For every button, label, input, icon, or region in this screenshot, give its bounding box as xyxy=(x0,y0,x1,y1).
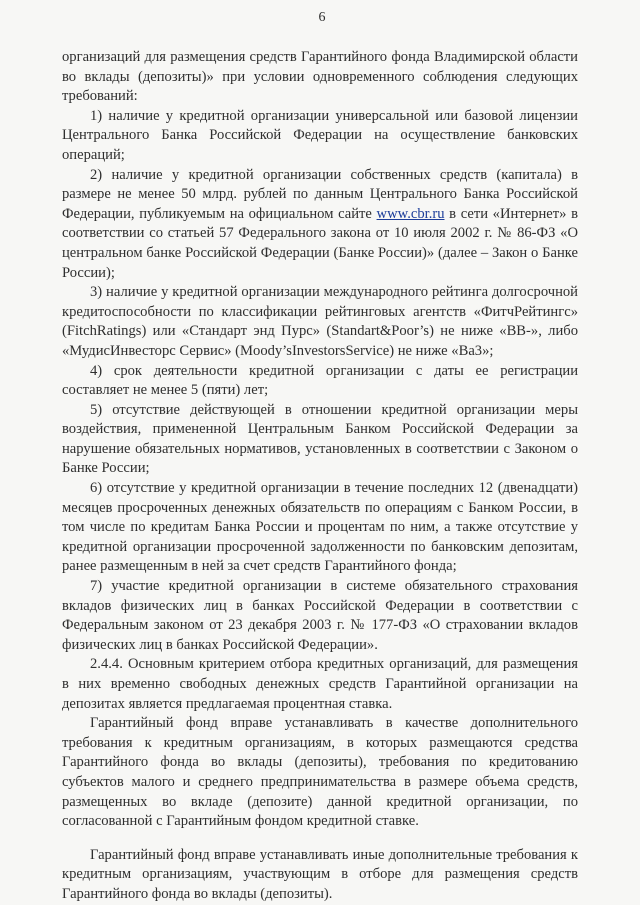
paragraph-item-2 xyxy=(62,166,578,284)
document-body xyxy=(62,48,578,905)
paragraph-item-5: 5) отсутствие действующей в отношении кредитной организации меры воздействия, примененной Центральным Банком Российской Федерации за нарушение обязательных нормативов, установленных в соответствии с Законом о Банке России; xyxy=(62,401,578,477)
paragraph-item-6: 6) отсутствие у кредитной организации в течение последних 12 (двенадцати) месяцев просроченных денежных обязательств по операциям с Банком России, в том числе по кредитам Банка России и процентам по ним, а также отсутствие у кредитной организации просроченной задолженности по банковским депозитам, ранее размещенным в ней за счет средств Гарантийного фонда; xyxy=(62,480,578,575)
page-number: 6 xyxy=(318,10,326,25)
paragraph-item-4: 4) срок деятельности кредитной организации с даты ее регистрации составляет не менее 5 (пяти) лет; xyxy=(62,362,578,399)
paragraph-item-7: 7) участие кредитной организации в системе обязательного страхования вкладов физических лиц в банках Российской Федерации в соответствии с Федеральным законом от 23 декабря 2003 г. № 177-ФЗ «О страховании вкладов физических лиц в банках Российской Федерации». xyxy=(62,578,578,653)
paragraph-item-1: 1) наличие у кредитной организации универсальной или базовой лицензии Центрального Банка Российской Федерации на осуществление банковских операций; xyxy=(62,107,578,163)
paragraph-item-3: 3) наличие у кредитной организации международного рейтинга долгосрочной кредитоспособности по классификации рейтинговых агентств «ФитчРейтингс» (FitchRatings) или «Стандарт энд Пурс» (Standart&Poor’s) не ниже «ВВ-», либо «МудисИнвесторс Сервис» (Moody’sInvestorsService) не ниже «Ва3»; xyxy=(62,284,578,359)
paragraph-other-requirements: Гарантийный фонд вправе устанавливать иные дополнительные требования к кредитным организациям, участвующим в отборе для размещения средств Гарантийного фонда во вклады (депозиты). xyxy=(62,846,578,902)
cbr-website-link[interactable]: www.cbr.ru xyxy=(376,205,445,222)
paragraph-intro: организаций для размещения средств Гарантийного фонда Владимирской области во вклады (депозиты)» при условии одновременного соблюдения следующих требований: xyxy=(62,49,578,105)
paragraph-additional-requirement: Гарантийный фонд вправе устанавливать в качестве дополнительного требования к кредитным организациям, в которых размещаются средства Гарантийного фонда во вклады (депозиты), требования по кредитованию субъектов малого и среднего предпринимательства в размере объема средств, размещенных во вкладе (депозите) данной кредитной организации, по согласованной с Гарантийным фондом кредитной ставке. xyxy=(62,715,578,830)
paragraph-item-2-after: в сети «Интернет» в соответствии со статьей 57 Федерального закона от 10 июля 2002 г. № 86-ФЗ «О центральном банке Российской Федерации (Банке России)» (далее – Закон о Банке России); xyxy=(62,205,578,281)
paragraph-section-2-4-4: 2.4.4. Основным критерием отбора кредитных организаций, для размещения в них временно свободных денежных средств Гарантийной организации на депозитах является предлагаемая процентная ставка. xyxy=(62,656,578,712)
paragraph-item-2-before: 2) наличие у кредитной организации собственных средств (капитала) в размере не менее 50 млрд. рублей по данным Центрального Банка Российской Федерации, публикуемым на официальном сайте xyxy=(62,166,578,222)
